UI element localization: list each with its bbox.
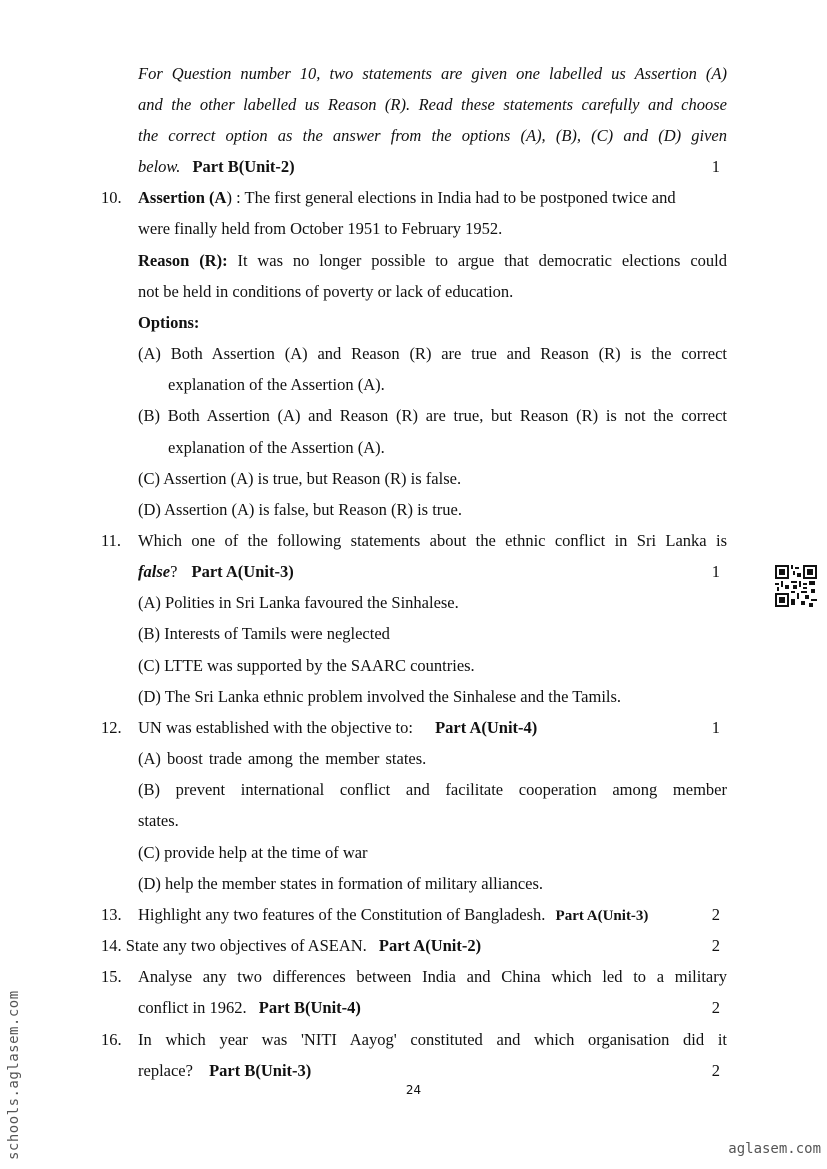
q11-marks: 1 — [711, 562, 720, 581]
q10-reason-text: It was no longer possible to argue that democratic elections could — [237, 251, 727, 270]
q10-option-a-line-1: (A) Both Assertion (A) and Reason (R) are true and Reason (R) is the correct — [138, 344, 727, 363]
q10-option-d: (D) Assertion (A) is false, but Reason (R) is true. — [138, 500, 462, 519]
q16-text-2: replace? — [138, 1061, 193, 1080]
q16-marks: 2 — [711, 1061, 720, 1080]
q16-line-1: In which year was 'NITI Aayog' constituted and which organisation did it — [138, 1030, 727, 1049]
q13-part: Part A(Unit-3) — [555, 908, 649, 924]
q15-number: 15. — [101, 967, 122, 986]
instruction-line-2: and the other labelled us Reason (R). Read these statements carefully and choose — [138, 95, 727, 114]
instruction-marks: 1 — [711, 157, 720, 176]
q10-assertion-text: ) : The first general elections in India had to be postponed twice and — [226, 188, 676, 207]
q12-option-d: (D) help the member states in formation of military alliances. — [138, 874, 544, 893]
q10-option-a-line-2: explanation of the Assertion (A). — [168, 375, 385, 394]
q11-part: Part A(Unit-3) — [191, 562, 294, 581]
q11-line-2 — [138, 562, 294, 582]
q10-assertion-line-1 — [138, 188, 727, 208]
q12-text: UN was established with the objective to: — [138, 718, 413, 737]
q10-reason-line-1 — [138, 251, 727, 271]
q11-option-a: (A) Polities in Sri Lanka favoured the Sinhalese. — [138, 593, 459, 612]
q13-number: 13. — [101, 905, 122, 924]
page-number: 24 — [405, 1083, 422, 1097]
q11-option-b: (B) Interests of Tamils were neglected — [138, 624, 390, 643]
q12-option-a: (A) boost trade among the member states. — [138, 749, 427, 768]
q10-reason-line-2: not be held in conditions of poverty or lack of education. — [138, 282, 514, 301]
q10-option-c: (C) Assertion (A) is true, but Reason (R) is false. — [138, 469, 462, 488]
q10-option-b-line-2: explanation of the Assertion (A). — [168, 438, 385, 457]
q12-line-1 — [138, 718, 537, 738]
q11-question-mark: ? — [170, 562, 178, 581]
q16-number: 16. — [101, 1030, 122, 1049]
q12-option-b-line-1: (B) prevent international conflict and facilitate cooperation among member — [138, 780, 727, 799]
side-watermark: schools.aglasem.com — [6, 990, 22, 1160]
instruction-below: below. — [138, 157, 181, 176]
q15-text-2: conflict in 1962. — [138, 998, 247, 1017]
qr-code-icon — [775, 565, 817, 607]
q12-option-b-line-2: states. — [138, 811, 179, 830]
q14-line — [101, 936, 481, 956]
instruction-part: Part B(Unit-2) — [192, 157, 295, 176]
q13-marks: 2 — [711, 905, 720, 924]
q10-number: 10. — [101, 188, 122, 207]
instruction-line-4 — [138, 157, 295, 177]
q14-part: Part A(Unit-2) — [378, 936, 482, 955]
q13-line — [138, 905, 648, 926]
q11-line-1: Which one of the following statements about the ethnic conflict in Sri Lanka is — [138, 531, 727, 550]
q12-part: Part A(Unit-4) — [435, 718, 538, 737]
q13-text: Highlight any two features of the Constitution of Bangladesh. — [138, 905, 546, 924]
q10-assertion-line-2: were finally held from October 1951 to February 1952. — [138, 219, 503, 238]
q11-option-c: (C) LTTE was supported by the SAARC countries. — [138, 656, 475, 675]
q15-marks: 2 — [711, 998, 720, 1017]
q11-number: 11. — [101, 531, 122, 550]
q14-marks: 2 — [711, 936, 720, 955]
q15-part: Part B(Unit-4) — [258, 998, 361, 1017]
q11-false-word: false — [138, 562, 171, 581]
instruction-line-1: For Question number 10, two statements are given one labelled us Assertion (A) — [138, 64, 727, 83]
q16-part: Part B(Unit-3) — [209, 1061, 312, 1080]
q15-line-1: Analyse any two differences between India and China which led to a military — [138, 967, 727, 986]
q12-number: 12. — [101, 718, 122, 737]
q12-marks: 1 — [711, 718, 720, 737]
q10-option-b-line-1: (B) Both Assertion (A) and Reason (R) are true, but Reason (R) is not the correct — [138, 406, 727, 425]
instruction-line-3: the correct option as the answer from the options (A), (B), (C) and (D) given — [138, 126, 727, 145]
q12-option-c: (C) provide help at the time of war — [138, 843, 368, 862]
q10-assertion-label: Assertion (A — [138, 188, 227, 207]
q10-options-label: Options: — [138, 313, 200, 332]
q14-text: 14. State any two objectives of ASEAN. — [101, 936, 367, 955]
q16-line-2 — [138, 1061, 311, 1081]
q11-option-d: (D) The Sri Lanka ethnic problem involved the Sinhalese and the Tamils. — [138, 687, 622, 706]
bottom-watermark: aglasem.com — [728, 1141, 821, 1157]
q15-line-2 — [138, 998, 361, 1018]
q10-reason-label: Reason (R): — [138, 251, 228, 270]
